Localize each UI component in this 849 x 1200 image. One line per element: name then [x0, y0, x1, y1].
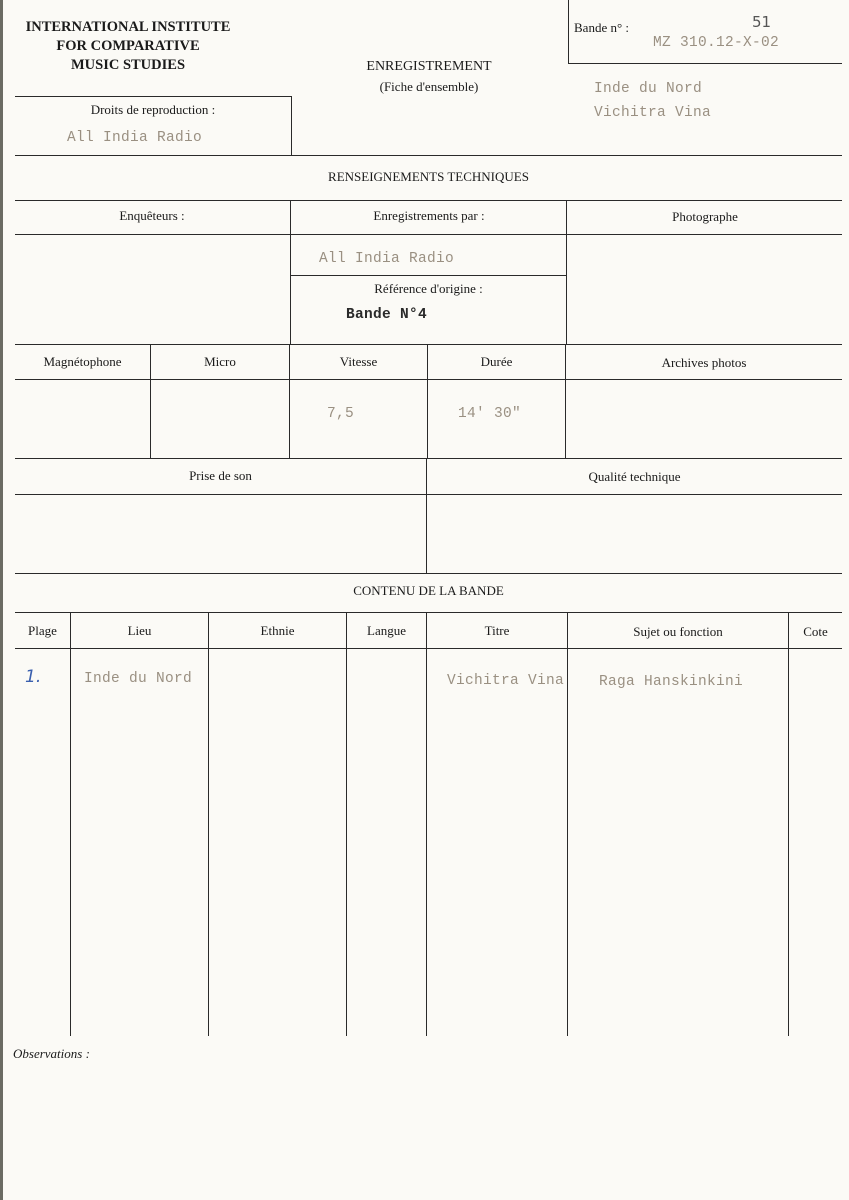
- column-plage: Plage: [28, 623, 57, 638]
- institute-line-2: FOR COMPARATIVE: [56, 38, 200, 54]
- row-plage: 1.: [25, 667, 42, 687]
- micro-label: Micro: [204, 354, 236, 369]
- column-lieu: Lieu: [127, 623, 152, 638]
- row-sujet: Raga Hanskinkini: [599, 674, 744, 690]
- vitesse-label: Vitesse: [339, 354, 378, 369]
- column-cote: Cote: [803, 624, 828, 639]
- enregistrements-value: All India Radio: [319, 251, 455, 267]
- column-langue: Langue: [367, 623, 406, 638]
- technical-section-title: RENSEIGNEMENTS TECHNIQUES: [328, 169, 529, 184]
- content-section-title: CONTENU DE LA BANDE: [353, 583, 504, 598]
- enqueteurs-label: Enquêteurs :: [119, 208, 185, 223]
- row-titre: Vichitra Vina: [447, 673, 565, 689]
- vitesse-value: 7,5: [327, 406, 355, 422]
- column-sujet: Sujet ou fonction: [633, 624, 723, 639]
- droits-label: Droits de reproduction :: [90, 102, 216, 117]
- column-titre: Titre: [484, 623, 510, 638]
- bande-number-handwritten: 51: [752, 13, 772, 31]
- magnetophone-label: Magnétophone: [43, 354, 122, 369]
- droits-value: All India Radio: [67, 130, 203, 146]
- archives-label: Archives photos: [661, 355, 747, 370]
- reference-value: Bande N°4: [346, 307, 428, 323]
- duree-label: Durée: [480, 354, 513, 369]
- duree-value: 14' 30": [458, 406, 522, 422]
- bande-code: MZ 310.12-X-02: [653, 35, 780, 51]
- observations-label: Observations :: [13, 1046, 90, 1061]
- form-title: ENREGISTREMENT: [366, 59, 492, 74]
- institute-line-1: INTERNATIONAL INSTITUTE: [25, 19, 231, 35]
- column-ethnie: Ethnie: [260, 623, 295, 638]
- institute-name: [13, 18, 243, 75]
- photographe-label: Photographe: [672, 209, 738, 224]
- prise-label: Prise de son: [189, 468, 252, 483]
- form-subtitle: (Fiche d'ensemble): [379, 79, 479, 94]
- row-lieu: Inde du Nord: [84, 671, 193, 687]
- reference-label: Référence d'origine :: [374, 281, 483, 296]
- enregistrements-label: Enregistrements par :: [373, 208, 485, 223]
- institute-line-3: MUSIC STUDIES: [70, 57, 186, 73]
- bande-label: Bande n° :: [574, 20, 630, 35]
- instrument-value: Vichitra Vina: [594, 105, 712, 121]
- region-value: Inde du Nord: [594, 81, 703, 97]
- qualite-label: Qualité technique: [588, 469, 681, 484]
